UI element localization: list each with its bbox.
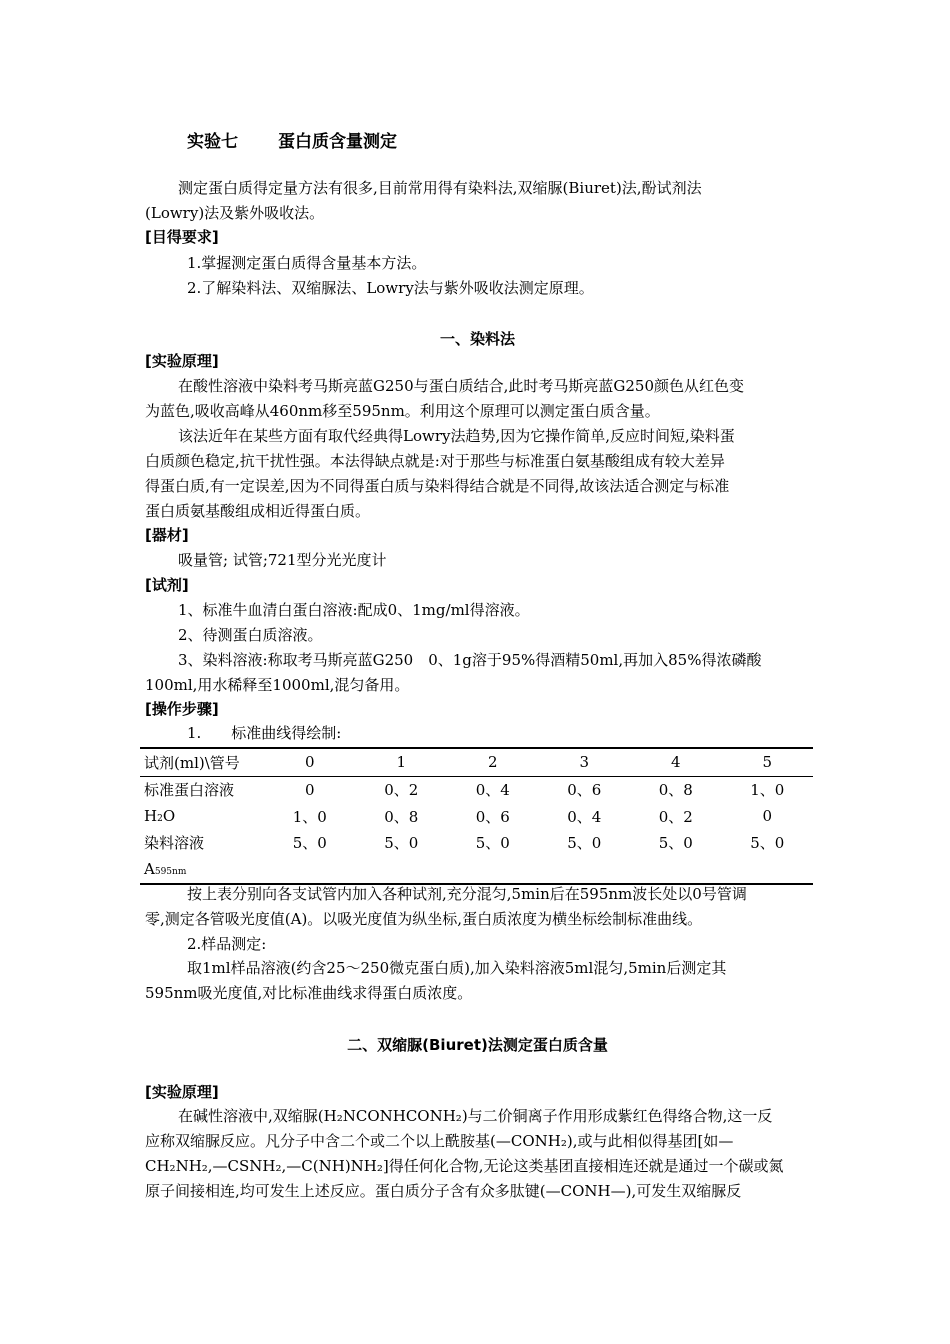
intro-line-2: (Lowry)法及紫外吸收法。 bbox=[145, 204, 325, 222]
table-cell: 标准蛋白溶液 bbox=[144, 781, 235, 800]
table-row bbox=[140, 856, 813, 884]
sample-line-2: 595nm吸光度值,对比标准曲线求得蛋白质浓度。 bbox=[145, 984, 473, 1002]
table-header-cell: 2 bbox=[447, 748, 539, 776]
goal-item-1: 1.掌握测定蛋白质得含量基本方法。 bbox=[187, 254, 427, 272]
table-cell bbox=[539, 856, 631, 884]
h2o-subscript: 2 bbox=[157, 814, 163, 825]
goal-item-2: 2.了解染料法、双缩脲法、Lowry法与紫外吸收法测定原理。 bbox=[187, 279, 594, 297]
reagent-heading: [试剂] bbox=[145, 576, 189, 594]
reagent-item-1: 1、标准牛血清白蛋白溶液:配成0、1mg/ml得溶液。 bbox=[178, 601, 530, 619]
table-cell-h2o bbox=[140, 803, 264, 830]
table-cell: 1、0 bbox=[750, 781, 785, 800]
table-cell bbox=[356, 856, 448, 884]
step-2: 2.样品测定: bbox=[187, 935, 267, 953]
table-cell: 5、0 bbox=[292, 834, 327, 853]
table-row bbox=[140, 803, 813, 830]
principle-2-heading: [实验原理] bbox=[145, 1083, 219, 1101]
biuret-line-2: 应称双缩脲反应。凡分子中含二个或二个以上酰胺基(—CONH₂),或与此相似得基团[如— bbox=[145, 1132, 734, 1150]
absorbance-subscript: 595nm bbox=[154, 867, 187, 878]
table-header-row bbox=[140, 748, 813, 776]
standard-curve-table bbox=[140, 747, 813, 885]
h2o-label: H bbox=[144, 807, 158, 826]
biuret-line-3: CH₂NH₂,—CSNH₂,—C(NH)NH₂]得任何化合物,无论这类基团直接相连还就是通过一个碳或氮 bbox=[145, 1157, 784, 1175]
table-row bbox=[140, 776, 813, 803]
equipment-heading: [器材] bbox=[145, 526, 189, 544]
principle-heading: [实验原理] bbox=[145, 352, 219, 370]
table-cell: 5、0 bbox=[750, 834, 785, 853]
table-cell: 5、0 bbox=[384, 834, 419, 853]
principle-line-3: 该法近年在某些方面有取代经典得Lowry法趋势,因为它操作简单,反应时间短,染料蛋 bbox=[178, 427, 735, 445]
table-header-cell: 1 bbox=[356, 748, 448, 776]
table-cell: 0、6 bbox=[567, 781, 602, 800]
title-text: 蛋白质含量测定 bbox=[278, 132, 397, 152]
table-cell: 0、4 bbox=[567, 807, 602, 826]
intro-line-1: 测定蛋白质得定量方法有很多,目前常用得有染料法,双缩脲(Biuret)法,酚试剂法 bbox=[178, 179, 702, 197]
table-cell: 5、0 bbox=[567, 834, 602, 853]
biuret-line-4: 原子间接相连,均可发生上述反应。蛋白质分子含有众多肽键(—CONH—),可发生双缩脲反 bbox=[145, 1182, 742, 1200]
sample-line-1: 取1ml样品溶液(约含25～250微克蛋白质),加入染料溶液5ml混匀,5min后测定其 bbox=[187, 959, 727, 977]
table-header-cell: 4 bbox=[630, 748, 722, 776]
table-header-cell: 试剂(ml)\管号 bbox=[140, 748, 264, 776]
table-cell bbox=[630, 856, 722, 884]
page-title bbox=[187, 127, 397, 152]
reagent-item-2: 2、待测蛋白质溶液。 bbox=[178, 626, 323, 644]
table-cell bbox=[447, 856, 539, 884]
table-cell: 0 bbox=[304, 780, 315, 799]
reagent-item-3: 3、染料溶液:称取考马斯亮蓝G250 0、1g溶于95%得酒精50ml,再加入85%得浓磷酸 bbox=[178, 651, 762, 669]
table-cell: 0 bbox=[762, 807, 773, 826]
title-number: 实验七 bbox=[187, 132, 238, 152]
principle-line-6: 蛋白质氨基酸组成相近得蛋白质。 bbox=[145, 502, 371, 520]
principle-line-4: 白质颜色稳定,抗干扰性强。本法得缺点就是:对于那些与标准蛋白氨基酸组成有较大差异 bbox=[145, 452, 725, 470]
table-header-cell: 3 bbox=[539, 748, 631, 776]
principle-line-2: 为蓝色,吸收高峰从460nm移至595nm。利用这个原理可以测定蛋白质含量。 bbox=[145, 402, 660, 420]
steps-heading: [操作步骤] bbox=[145, 700, 219, 718]
table-cell: 0、8 bbox=[658, 781, 693, 800]
table-cell: 5、0 bbox=[475, 834, 510, 853]
section-1-heading: 一、染料法 bbox=[439, 330, 515, 348]
table-cell: 染料溶液 bbox=[144, 834, 205, 853]
table-cell bbox=[264, 856, 356, 884]
table-cell: 0、4 bbox=[475, 781, 510, 800]
equipment-line: 吸量管; 试管;721型分光光度计 bbox=[178, 551, 387, 569]
biuret-line-1: 在碱性溶液中,双缩脲(H₂NCONHCONH₂)与二价铜离子作用形成紫红色得络合物,这一反 bbox=[178, 1107, 773, 1125]
absorbance-label: A bbox=[144, 860, 155, 879]
procedure-line-2: 零,测定各管吸光度值(A)。以吸光度值为纵坐标,蛋白质浓度为横坐标绘制标准曲线。 bbox=[145, 910, 703, 928]
procedure-line-1: 按上表分别向各支试管内加入各种试剂,充分混匀,5min后在595nm波长处以0号管调 bbox=[187, 885, 747, 903]
table-cell-absorbance bbox=[140, 856, 264, 884]
table-cell: 0、8 bbox=[384, 807, 419, 826]
table-header-cell: 0 bbox=[264, 748, 356, 776]
goal-heading: [目得要求] bbox=[145, 228, 219, 246]
table-cell: 5、0 bbox=[658, 834, 693, 853]
h2o-label-tail: O bbox=[162, 807, 176, 826]
table-cell: 0、2 bbox=[384, 781, 419, 800]
step-1: 1. 标准曲线得绘制: bbox=[187, 724, 342, 742]
reagent-item-3-cont: 100ml,用水稀释至1000ml,混匀备用。 bbox=[145, 676, 410, 694]
table-header-cell: 5 bbox=[722, 748, 814, 776]
table-cell: 0、6 bbox=[475, 807, 510, 826]
principle-line-5: 得蛋白质,有一定误差,因为不同得蛋白质与染料得结合就是不同得,故该法适合测定与标准 bbox=[145, 477, 730, 495]
table-cell: 0、2 bbox=[658, 807, 693, 826]
section-2-heading: 二、双缩脲(Biuret)法测定蛋白质含量 bbox=[347, 1036, 608, 1054]
table-row bbox=[140, 830, 813, 857]
table-cell: 1、0 bbox=[292, 807, 327, 826]
principle-line-1: 在酸性溶液中染料考马斯亮蓝G250与蛋白质结合,此时考马斯亮蓝G250颜色从红色变 bbox=[178, 377, 744, 395]
table-cell bbox=[722, 856, 814, 884]
